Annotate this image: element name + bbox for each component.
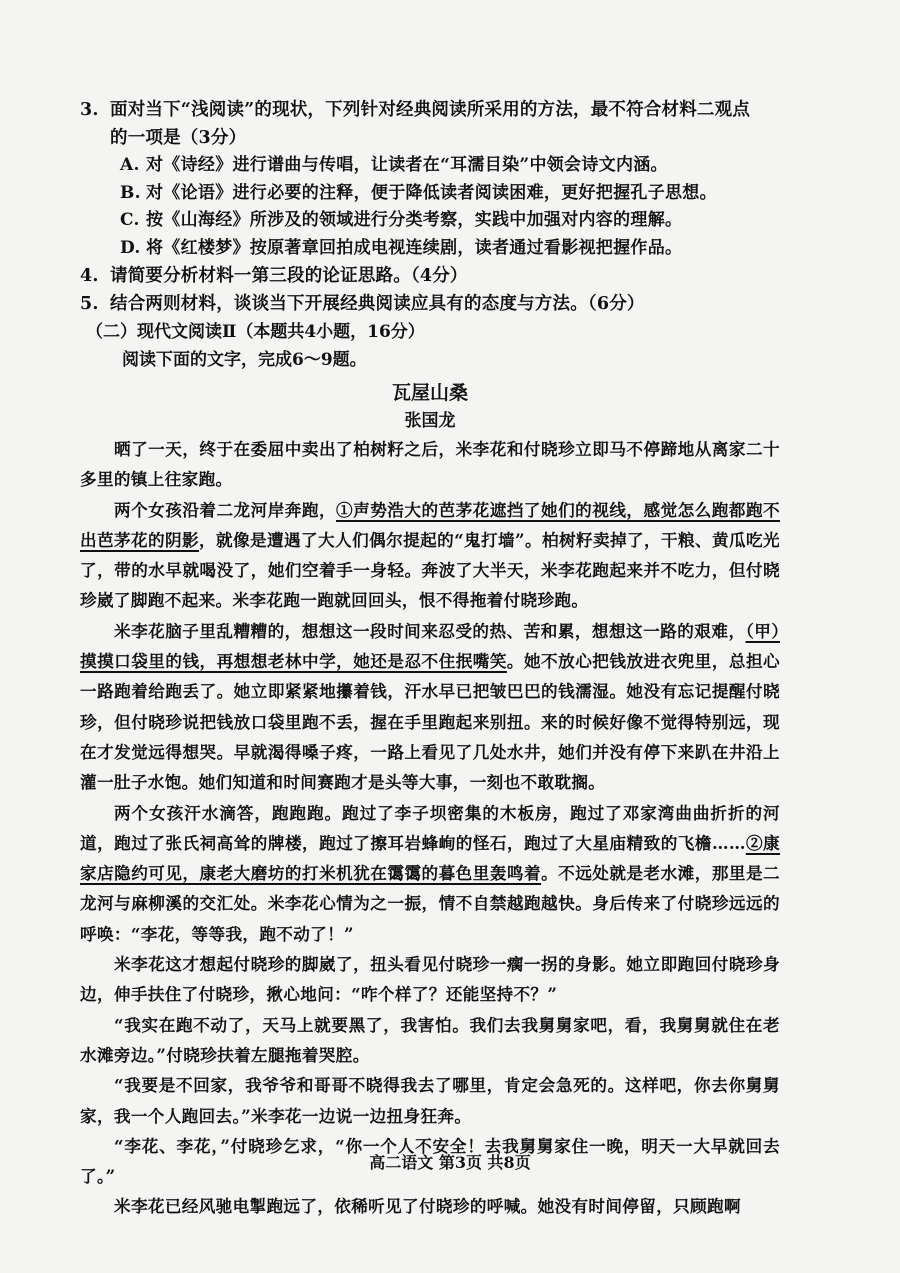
option-text: 按《山海经》所涉及的领域进行分类考察，实践中加强对内容的理解。 <box>146 210 683 230</box>
paragraph-text: 两个女孩汗水滴答，跑跑跑。跑过了李子坝密集的木板房，跑过了邓家湾曲曲折折的河道，跑过了张氏祠高耸的牌楼，跑过了擦耳岩蜂峋的怪石，跑过了大星庙精致的飞檐…… <box>80 802 780 853</box>
question-3-stem-cont: 的一项是（3分） <box>110 128 247 148</box>
option-a <box>80 152 780 180</box>
question-5 <box>80 290 780 318</box>
option-letter: A. <box>120 155 140 175</box>
option-c <box>80 207 780 235</box>
article-paragraph-3 <box>80 616 780 798</box>
article-paragraph-4 <box>80 798 780 949</box>
question-number: 3. <box>80 100 99 120</box>
option-text: 对《诗经》进行谱曲与传唱，让读者在“耳濡目染”中领会诗文内涵。 <box>146 155 668 175</box>
underlined-sentence-1: ①声势浩大的芭茅花遮挡了她们的视线，感觉怎么跑都跑不出芭茅花的阴影 <box>80 499 780 550</box>
article-paragraph-1 <box>80 434 780 495</box>
section-heading: （二）现代文阅读Ⅱ（本题共4小题，16分） <box>86 322 425 342</box>
question-text: 结合两则材料，谈谈当下开展经典阅读应具有的态度与方法。（6分） <box>110 294 645 314</box>
page-footer: 高二语文 第3页 共8页 <box>369 1153 531 1172</box>
article-paragraph-7 <box>80 1070 780 1131</box>
option-d <box>80 235 780 263</box>
paragraph-text: 。不远处就是老水滩，那里是二龙河与麻柳溪的交汇处。米李花心情为之一振，情不自禁越跑越快。身后传来了付晓珍远远的呼唤：“李花，等等我，跑不动了！” <box>80 863 780 944</box>
question-text: 请简要分析材料一第三段的论证思路。（4分） <box>110 266 468 286</box>
paragraph-text: 米李花已经风驰电掣跑远了，依稀听见了付晓珍的呼喊。她没有时间停留，只顾跑啊 <box>114 1196 741 1217</box>
section-instruction: 阅读下面的文字，完成6～9题。 <box>122 350 367 370</box>
article-paragraph-6 <box>80 1010 780 1071</box>
article-paragraph-9 <box>80 1191 780 1221</box>
question-3-stem <box>80 96 780 124</box>
paragraph-text: “李花、李花，”付晓珍乞求，“你一个人不安全！去我舅舅家住一晚，明天一大早就回去了。” <box>80 1135 780 1187</box>
option-text: 对《论语》进行必要的注释，便于降低读者阅读困难，更好把握孔子思想。 <box>146 182 717 203</box>
paragraph-text: ，就像是遭遇了大人们偶尔提起的“鬼打墙”。柏树籽卖掉了，干粮、黄瓜吃光了，带的水早就喝没了，她们空着手一身轻。奔波了大半天，米李花跑起来并不吃力，但付晓珍崴了脚跑不起来。米李花跑一跑就回回头，恨不得拖着付晓珍跑。 <box>80 529 780 611</box>
question-4 <box>80 262 780 290</box>
paragraph-text: 米李花这才想起付晓珍的脚崴了，扭头看见付晓珍一瘸一拐的身影。她立即跑回付晓珍身边，伸手扶住了付晓珍，揪心地问：“咋个样了？还能坚持不？” <box>80 954 780 1005</box>
article-author: 张国龙 <box>404 411 456 431</box>
paragraph-text: 晒了一天，终于在委屈中卖出了柏树籽之后，米李花和付晓珍立即马不停蹄地从离家二十多里的镇上往家跑。 <box>80 439 780 490</box>
option-letter: C. <box>120 210 140 230</box>
option-letter: B. <box>120 182 141 203</box>
question-number: 5. <box>80 294 99 314</box>
question-number: 4. <box>80 266 99 286</box>
question-3 <box>80 96 780 262</box>
underlined-sentence-2: ②康家店隐约可见，康老大磨坊的打米机犹在霭霭的暮色里轰鸣着 <box>80 832 781 884</box>
question-text: 面对当下“浅阅读”的现状，下列针对经典阅读所采用的方法，最不符合材料二观点 <box>110 100 751 120</box>
paragraph-text: “我实在跑不动了，天马上就要黑了，我害怕。我们去我舅舅家吧，看，我舅舅就住在老水滩旁边。”付晓珍扶着左腿拖着哭腔。 <box>80 1014 780 1065</box>
paragraph-text: “我要是不回家，我爷爷和哥哥不晓得我去了哪里，肯定会急死的。这样吧，你去你舅舅家，我一个人跑回去。”米李花一边说一边扭身狂奔。 <box>80 1075 780 1126</box>
article-paragraph-5 <box>80 949 780 1010</box>
option-text: 将《红楼梦》按原著章回拍成电视连续剧，读者通过看影视把握作品。 <box>146 237 683 258</box>
option-b <box>80 180 780 208</box>
article-title: 瓦屋山桑 <box>391 382 468 404</box>
paragraph-text: 两个女孩沿着二龙河岸奔跑， <box>114 499 337 520</box>
underlined-sentence-jia: （甲）摸摸口袋里的钱，再想想老林中学，她还是忍不住抿嘴笑 <box>80 620 780 672</box>
article-paragraph-2 <box>80 495 780 616</box>
paragraph-text: 米李花脑子里乱糟糟的，想想这一段时间来忍受的热、苦和累，想想这一路的艰难， <box>114 620 746 641</box>
paragraph-text: 。她不放心把钱放进衣兜里，总担心一路跑着给跑丢了。她立即紧紧地攥着钱，汗水早已把皱巴巴的钱濡湿。她没有忘记提醒付晓珍，但付晓珍说把钱放口袋里跑不丢，握在手里跑起来别扭。来的时候好像不觉得特别远，现在才发觉远得想哭。早就渴得嗓子疼，一路上看见了几处水井，她们并没有停下来趴在井沿上灌一肚子水饱。她们知道和时间赛跑才是头等大事，一刻也不敢耽搁。 <box>80 651 780 793</box>
option-letter: D. <box>120 237 141 258</box>
